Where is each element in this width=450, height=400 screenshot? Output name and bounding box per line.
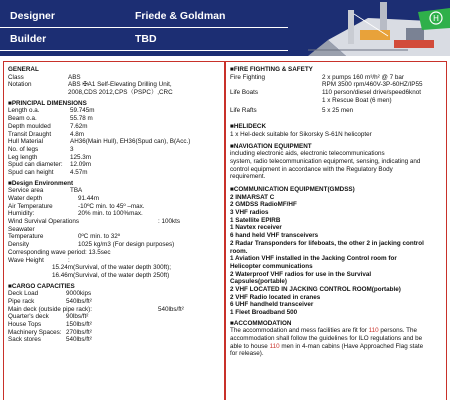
spec-value: 150lbs/ft²	[66, 321, 92, 329]
designer-label: Designer	[10, 10, 55, 22]
builder-label: Builder	[10, 33, 47, 45]
spec-row	[8, 154, 222, 162]
spec-key: Air Temperature	[8, 202, 53, 210]
spec-value: 4.57m	[70, 168, 88, 176]
wave-height-250: 16.46m(Survival, of the water depth 250ft)	[52, 271, 170, 279]
spec-row	[8, 329, 222, 337]
spec-value: 0ºC min. to 32º	[78, 233, 121, 241]
accommodation-heading: ■ACCOMMODATION	[230, 319, 292, 327]
spec-row	[8, 161, 222, 169]
section-title: HELIDECK	[233, 123, 266, 131]
comm-item: 2 VHF Radio located in cranes	[230, 293, 321, 301]
spec-key: Life Boats	[230, 89, 259, 97]
comm-item: 1 Satellite EPIRB	[230, 216, 281, 224]
comm-item: 3 VHF radios	[230, 209, 269, 217]
rig-photo	[288, 0, 450, 56]
accom-men: 110	[269, 342, 280, 350]
nav-text-line: control equipment in accordance with the Regulatory Body	[230, 165, 393, 173]
spec-sheet	[3, 61, 447, 400]
spec-key: Length o.a.	[8, 107, 40, 115]
comm-item: 6 UHF handheld transceiver	[230, 301, 314, 309]
spec-key: Depth moulded	[8, 122, 51, 130]
seawater-label: Seawater	[8, 225, 35, 233]
spec-key: Wave Height	[8, 256, 44, 264]
spec-row	[230, 97, 444, 105]
spec-value: ABS ✠A1 Self-Elevating Drilling Unit,	[68, 81, 172, 89]
wave-height-300: 15.24m(Survival, of the water depth 300ft);	[52, 264, 172, 272]
spec-key: Water depth	[8, 195, 43, 203]
accom-text: persons. The	[378, 327, 418, 335]
section-title: FIRE FIGHTING & SAFETY	[233, 66, 313, 73]
spec-row	[230, 89, 444, 97]
spec-row	[230, 81, 444, 89]
principal-dimensions-heading: ■PRINCIPAL DIMENSIONS	[8, 99, 87, 107]
nav-text-line: system, radio telecommunication equipment, sensing, indicating and	[230, 157, 421, 165]
spec-row	[8, 187, 222, 195]
comm-item: 2 Waterproof VHF radios for use in the Survival	[230, 270, 372, 278]
spec-key: No. of legs	[8, 145, 39, 153]
accom-text: men in 4-man cabins (Have Approached Flag state	[279, 342, 424, 350]
header-divider	[0, 50, 300, 51]
comm-item: 1 Aviation VHF installed in the Jacking Control room for	[230, 255, 397, 263]
spec-row	[230, 74, 444, 82]
spec-value: 2008,CDS 2012,CPS（PSPC）,CRC	[68, 89, 173, 97]
comm-item: 2 VHF LOCATED IN JACKING CONTROL ROOM(portable)	[230, 285, 401, 293]
comm-item: 2 INMARSAT C	[230, 193, 275, 201]
nav-text-line: including electronic aids, electronic telecommunications	[230, 150, 385, 158]
spec-row	[8, 115, 222, 123]
spec-row	[8, 169, 222, 177]
spec-value: : 100kts	[158, 218, 181, 226]
comm-item: 1 Navtex receiver	[230, 224, 282, 232]
spec-row	[8, 195, 222, 203]
spec-key: Pipe rack	[8, 298, 35, 305]
spec-row	[8, 131, 222, 139]
spec-value: 55.78 m	[70, 115, 93, 123]
designer-value: Friede & Goldman	[135, 10, 226, 22]
spec-value: -10ºC min. to 45º –max.	[78, 202, 145, 210]
spec-key: Service area	[8, 187, 44, 195]
design-environment-heading: ■Design Environment	[8, 179, 74, 187]
spec-row	[8, 321, 222, 329]
helideck-heading: ■HELIDECK	[230, 123, 266, 131]
accom-text-line: accommodation shall follow the guidelines for ILO regulations and be	[230, 335, 423, 343]
nav-text-line: requirement.	[230, 173, 266, 181]
spec-key: Humidity:	[8, 210, 35, 218]
builder-value: TBD	[135, 33, 157, 45]
spec-key: Notation	[8, 81, 32, 89]
spec-value: 5 x 25 men	[322, 107, 354, 115]
comm-item: 1 Fleet Broadband 500	[230, 309, 298, 316]
spec-value: 1 x Rescue Boat (6 men)	[322, 96, 392, 104]
spec-value: 125.3m	[70, 153, 92, 161]
navigation-heading: ■NAVIGATION EQUIPMENT	[230, 142, 312, 150]
spec-value: AH36(Main Hull), EH36(Spud can), B(Acc.)	[70, 138, 191, 146]
spec-key: Class	[8, 73, 24, 81]
column-divider	[224, 62, 226, 400]
fire-safety-heading: ■FIRE FIGHTING & SAFETY	[230, 66, 313, 73]
spec-key: Life Rafts	[230, 107, 257, 115]
spec-value: 91.44m	[78, 195, 100, 203]
spec-value: 3	[70, 145, 74, 153]
wave-period: Corresponding wave period: 13.5sec	[8, 248, 111, 256]
spec-row	[8, 81, 222, 89]
spec-key: Leg length	[8, 153, 38, 161]
section-title: COMMUNICATION EQUIPMENT(GMDSS)	[233, 185, 355, 193]
spec-value: 12.09m	[70, 161, 92, 169]
spec-key: Quarter's deck	[8, 313, 49, 321]
spec-row	[8, 306, 222, 314]
section-title: PRINCIPAL DIMENSIONS	[11, 99, 87, 107]
spec-key: Spud can diameter:	[8, 161, 63, 169]
spec-key: Spud can height	[8, 168, 54, 176]
spec-value: 1025 kg/m3 (For design purposes)	[78, 241, 175, 249]
comm-item: Capsules(portable)	[230, 278, 288, 286]
spec-value: 270lbs/ft²	[66, 328, 92, 336]
spec-key: House Tops	[8, 321, 42, 329]
spec-row	[8, 146, 222, 154]
spec-value: ABS	[68, 73, 81, 81]
spec-key: Density	[8, 241, 29, 249]
comm-item: Helicopter communications	[230, 262, 313, 270]
spec-row	[8, 107, 222, 115]
section-title: CARGO CAPACITIES	[11, 282, 75, 290]
spec-value: 2 x pumps 160 m³/h² @ 7 bar	[322, 73, 404, 81]
accom-text-line	[230, 343, 444, 351]
comm-item: 6 hand held VHF transceivers	[230, 232, 319, 240]
right-column	[230, 65, 444, 358]
spec-row	[8, 313, 222, 321]
comm-item: room.	[230, 247, 248, 255]
helideck-text: 1 x Hel-deck suitable for Sikorsky S-61N helicopter	[230, 130, 372, 138]
spec-row	[8, 138, 222, 146]
communication-heading: ■COMMUNICATION EQUIPMENT(GMDSS)	[230, 185, 355, 193]
spec-key: Sack stores	[8, 336, 41, 344]
spec-row	[8, 290, 222, 298]
accom-text-line	[230, 327, 444, 335]
spec-key: Deck Load	[8, 290, 39, 298]
spec-value: 9000kips	[66, 290, 92, 298]
section-title: ACCOMMODATION	[233, 319, 292, 327]
svg-text:H: H	[433, 14, 440, 23]
spec-row	[8, 203, 222, 211]
spec-key: Wind Survival Operations	[8, 218, 80, 226]
accom-text: The accommodation and mess facilities are fit for	[230, 327, 369, 335]
spec-key: Main deck (outside pipe rack):	[8, 305, 92, 313]
spec-key: Fire Fighting	[230, 73, 265, 81]
header-divider	[0, 27, 300, 28]
spec-row	[8, 218, 222, 226]
section-title: NAVIGATION EQUIPMENT	[233, 142, 312, 150]
spec-value: 20% min. to 100%max.	[78, 210, 143, 218]
spec-value: TBA	[70, 187, 83, 195]
spec-row	[230, 107, 444, 115]
spec-value: 540lbs/ft²	[66, 336, 92, 344]
spec-row	[8, 257, 222, 265]
spec-value: 540lbs/ft²	[158, 305, 184, 313]
spec-key: Beam o.a.	[8, 115, 37, 123]
spec-row	[8, 336, 222, 344]
general-heading: GENERAL	[8, 66, 39, 73]
spec-row	[8, 298, 222, 306]
spec-row	[8, 89, 222, 97]
comm-item: 2 GMDSS RadioMF/HF	[230, 201, 297, 209]
spec-value: 59.745m	[70, 107, 95, 115]
header-band	[0, 0, 450, 56]
accom-text: able to house	[230, 342, 270, 350]
comm-item: 2 Radar Transponders for lifeboats, the other 2 in jacking control	[230, 239, 424, 247]
accom-text-line: for release).	[230, 350, 264, 358]
spec-row	[8, 74, 222, 82]
spec-key: Machinery Spaces:	[8, 328, 62, 336]
spec-row	[8, 233, 222, 241]
spec-value: 110 person/diesel drive/speed6knot	[322, 89, 421, 97]
cargo-capacities-heading: ■CARGO CAPACITIES	[8, 282, 75, 290]
spec-row	[8, 123, 222, 131]
spec-value: 90lbs/ft²	[66, 313, 89, 321]
spec-key: Transit Draught	[8, 130, 52, 138]
spec-value: 7.62m	[70, 122, 88, 130]
spec-value: 540lbs/ft²	[66, 298, 92, 305]
spec-row	[8, 210, 222, 218]
spec-value: 4.8m	[70, 130, 84, 138]
spec-value: :	[68, 256, 70, 264]
spec-key: Temperature	[8, 233, 44, 241]
spec-value: RPM 3500 rpm/460V-3P-60HZ/IP55	[322, 81, 423, 89]
spec-row	[8, 241, 222, 249]
section-title: Design Environment	[11, 179, 74, 187]
left-column	[8, 65, 222, 344]
accom-persons: 110	[368, 327, 379, 335]
spec-key: Hull Material	[8, 138, 43, 146]
